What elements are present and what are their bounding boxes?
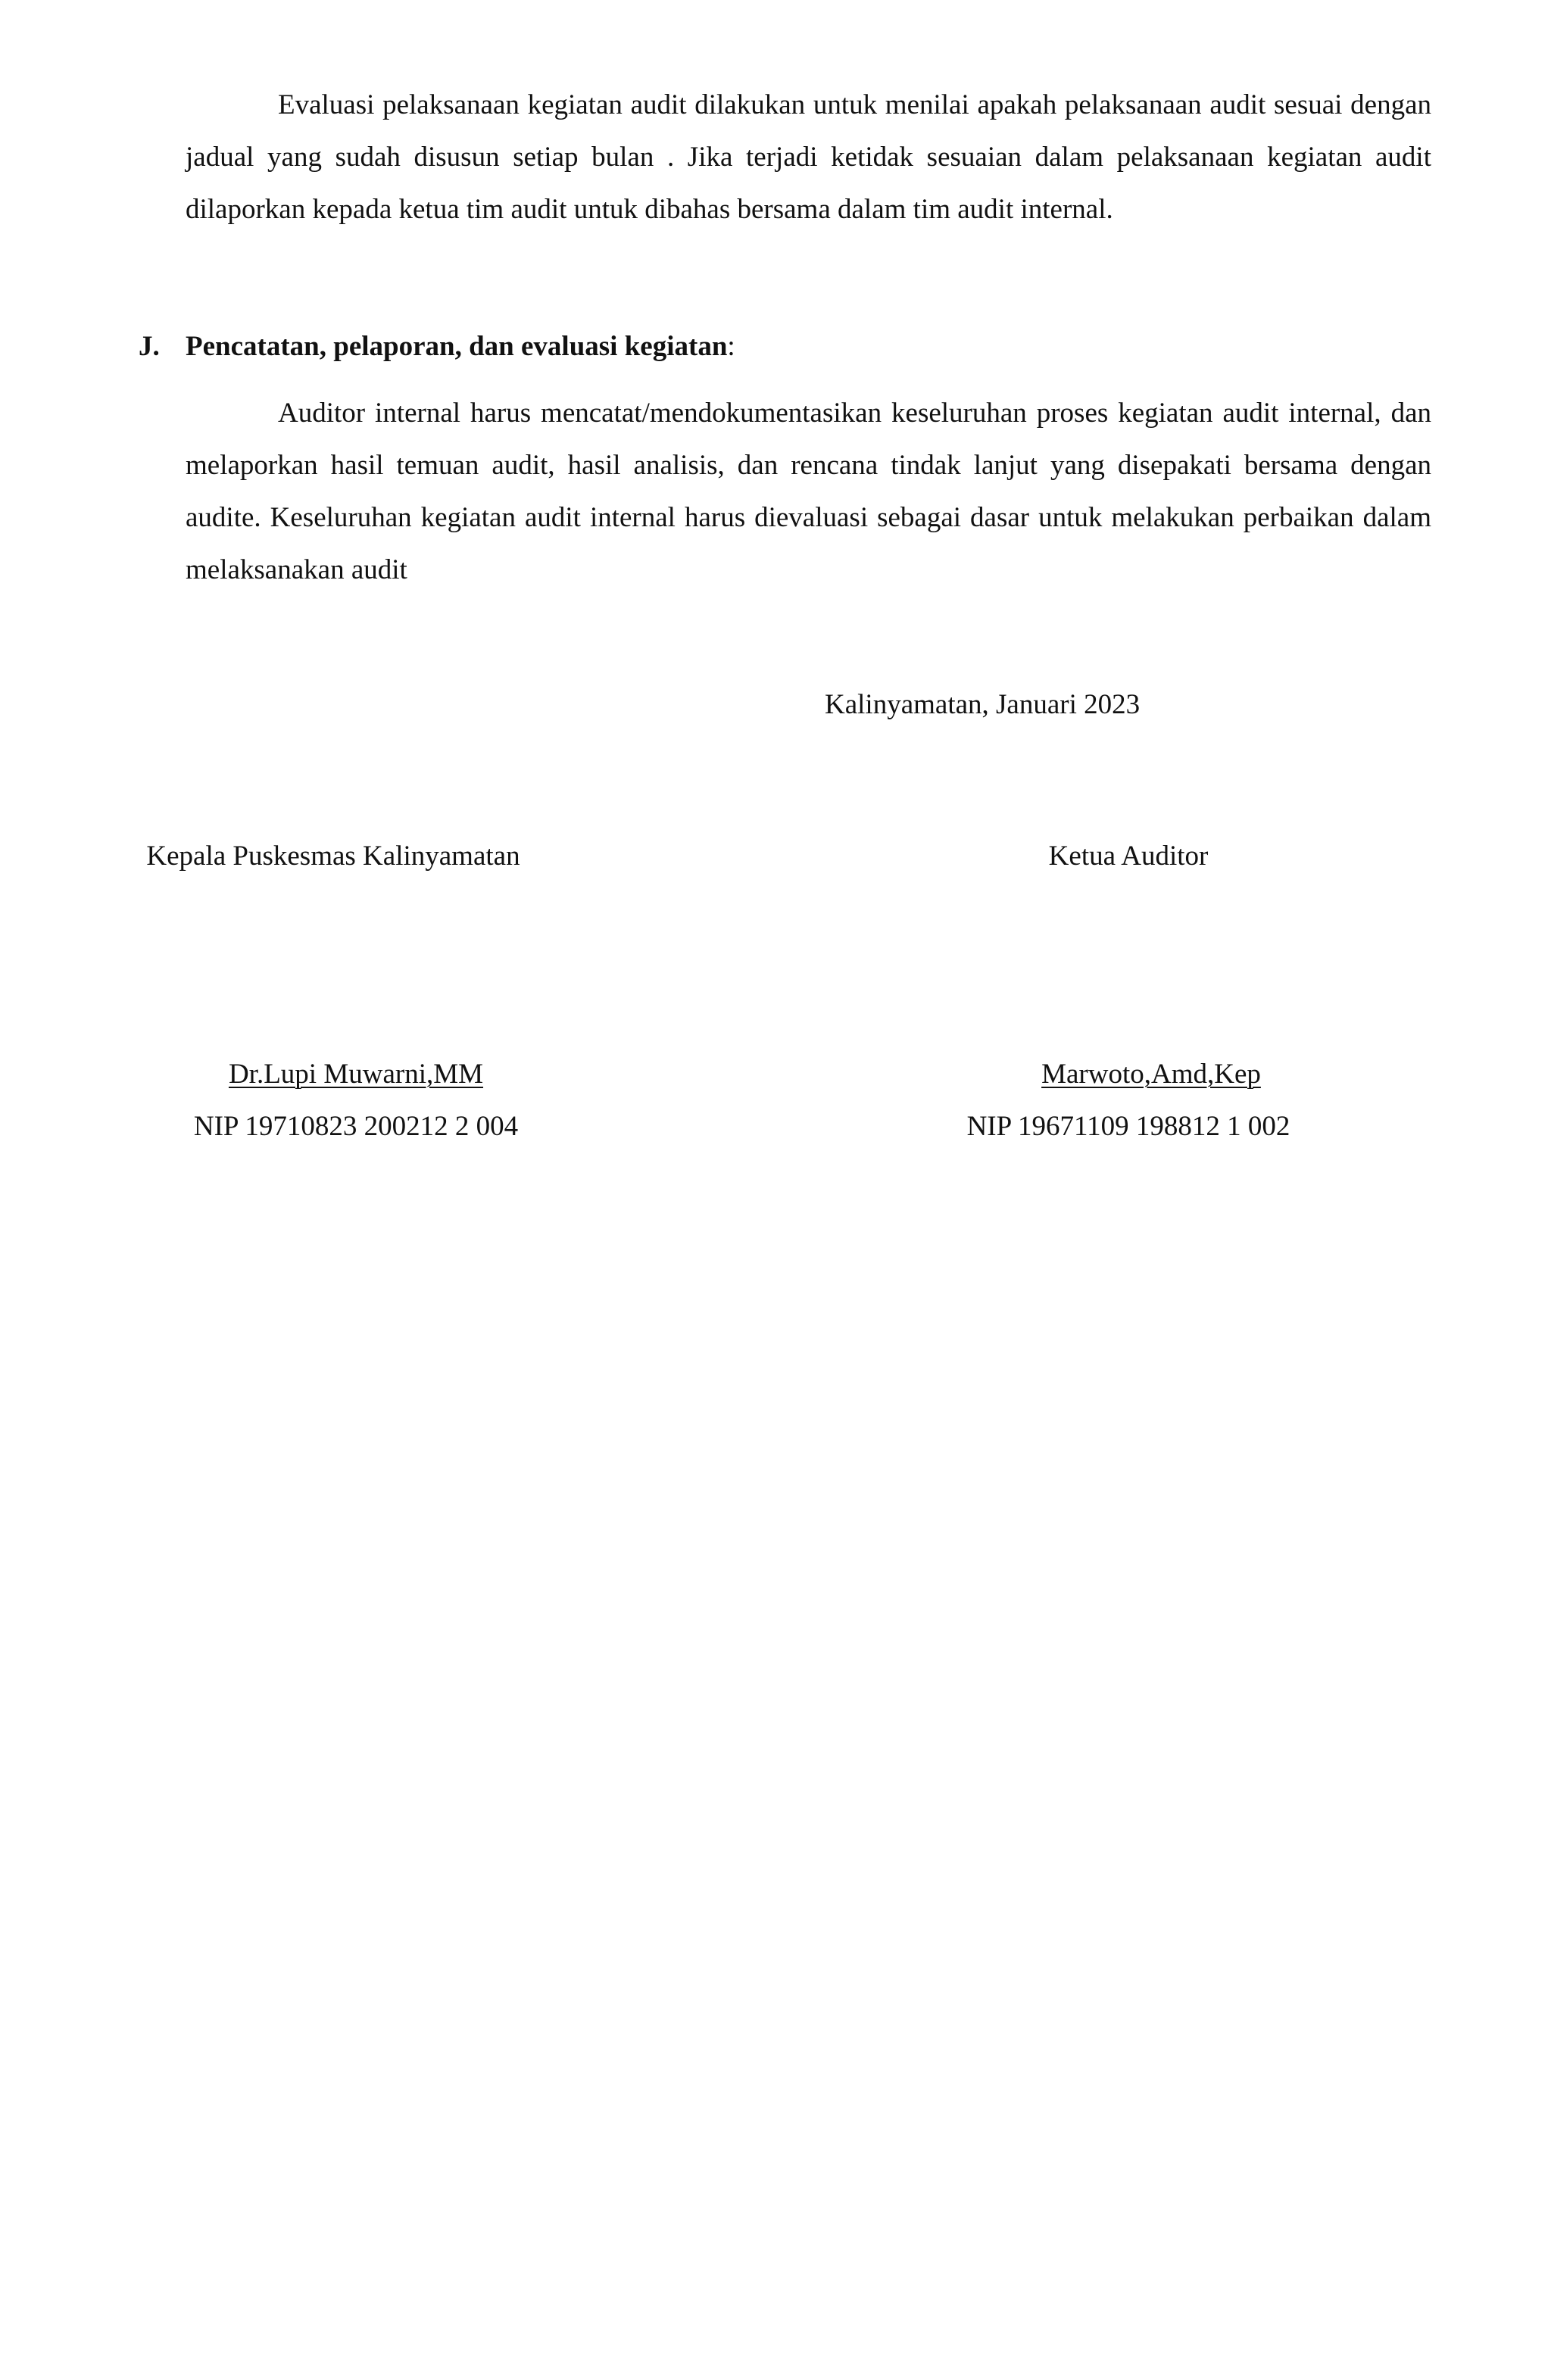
- section-title: [186, 320, 735, 373]
- section-letter: J.: [139, 331, 160, 362]
- recording-reporting-paragraph: Auditor internal harus mencatat/mendokumentasikan keseluruhan proses kegiatan audit internal, dan melaporkan hasil temuan audit, hasil analisis, dan rencana tindak lanjut yang disepakati bersama dengan audite. Keseluruhan kegiatan audit internal harus dievaluasi sebagai dasar untuk melakukan perbaikan dalam melaksanakan audit: [186, 398, 1431, 585]
- place-date: Kalinyamatan, Januari 2023: [825, 689, 1141, 720]
- evaluation-paragraph: Evaluasi pelaksanaan kegiatan audit dilakukan untuk menilai apakah pelaksanaan audit sesuai dengan jadual yang sudah disusun setiap bulan . Jika terjadi ketidak sesuaian dalam pelaksanaan kegiatan audit dilaporkan kepada ketua tim audit untuk dibahas bersama dalam tim audit internal.: [186, 89, 1431, 225]
- signatory-right-name-text: Marwoto,Amd,Kep: [1041, 1059, 1261, 1090]
- signatory-right-name: [894, 1052, 1409, 1097]
- signatory-left-name: [98, 1052, 613, 1097]
- signatory-left-title: Kepala Puskesmas Kalinyamatan: [146, 841, 520, 872]
- section-title-colon: :: [727, 331, 735, 362]
- signatory-right-nip: NIP 19671109 198812 1 002: [966, 1111, 1290, 1142]
- signatory-right-title: Ketua Auditor: [1048, 841, 1209, 872]
- section-title-text: Pencatatan, pelaporan, dan evaluasi kegiatan: [186, 331, 728, 362]
- signatory-left-nip: NIP 19710823 200212 2 004: [193, 1111, 519, 1142]
- signatory-left-name-text: Dr.Lupi Muwarni,MM: [228, 1059, 484, 1090]
